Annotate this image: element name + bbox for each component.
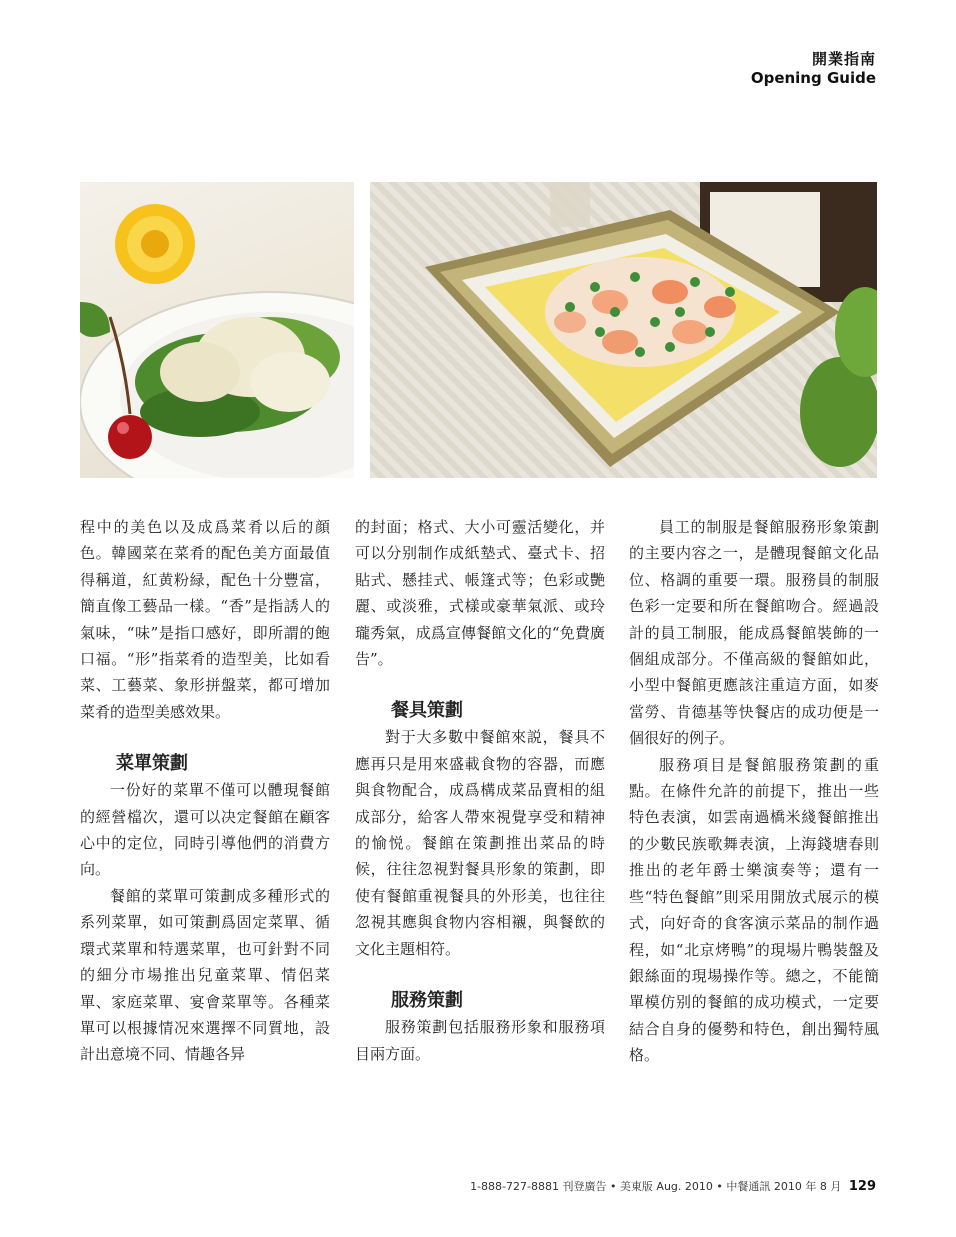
salad-photo (80, 182, 354, 478)
cherry (108, 415, 152, 459)
paragraph: 一份好的菜單不僅可以體現餐館的經營檔次，還可以决定餐館在顧客心中的定位，同時引導他們的消費方向。 (80, 781, 330, 879)
paragraph: 對于大多數中餐館來説，餐具不應再只是用來盛載食物的容器，而應與食物配合，成爲構成菜品賣相的組成部分，給客人帶來視覺享受和精神的愉悦。餐館在策劃推出菜品的時候，往往忽視對餐具形象的策劃，即使有餐館重視餐具的外形美，也往往忽視其應與食物内容相襯，與餐飲的文化主題相符。 (355, 728, 605, 958)
heading-tableware-planning: 餐具策劃 (391, 700, 463, 722)
paragraph: 服務項目是餐館服務策劃的重點。在條件允許的前提下，推出一些特色表演，如雲南過橋米綫餐館推出的少數民族歌舞表演，上海錢塘春則推出的老年爵士樂演奏等；還有一些“特色餐館”則采用開放式展示的模式，向好奇的食客演示菜品的制作過程，如“北京烤鴨”的現場片鴨裝盤及銀絲面的現場操作等。總之，不能簡單模仿别的餐館的成功模式，一定要結合自身的優勢和特色，創出獨特風格。 (629, 755, 879, 1065)
article-column-2 (355, 514, 605, 1067)
shrimp-dish-photo (370, 182, 877, 478)
leaf (80, 302, 110, 337)
paragraph: 的封面；格式、大小可靈活變化，并可以分别制作成紙墊式、臺式卡、招貼式、懸挂式、帳篷式等；色彩或艷麗、或淡雅，式樣或豪華氣派、或玲瓏秀氣，成爲宣傳餐館文化的“免費廣告”。 (355, 518, 605, 669)
section-title-en: Opening Guide (750, 69, 876, 87)
heading-service-planning: 服務策劃 (391, 990, 463, 1012)
page-footer (470, 1178, 876, 1194)
paragraph: 員工的制服是餐館服務形象策劃的主要内容之一，是體現餐館文化品位、格調的重要一環。服務員的制服色彩一定要和所在餐館吻合。經過設計的員工制服，能成爲餐館裝飾的一個組成部分。不僅高級的餐館如此，小型中餐館更應該注重這方面，如麥當勞、肯德基等快餐店的成功便是一個很好的例子。 (629, 518, 879, 748)
paragraph: 服務策劃包括服務形象和服務項目兩方面。 (355, 1018, 605, 1063)
section-title-zh: 開業指南 (811, 50, 876, 68)
article-column-3 (629, 514, 879, 1069)
article-column-1 (80, 514, 330, 1068)
paragraph: 程中的美色以及成爲菜肴以后的顔色。韓國菜在菜肴的配色美方面最值得稱道，紅黄粉緑，配色十分豐富，簡直像工藝品一樣。“香”是指誘人的氣味，“味”是指口感好，即所謂的飽口福。“形”指菜肴的造型美，比如看菜、工藝菜、象形拼盤菜，都可增加菜肴的造型美感效果。 (80, 518, 330, 721)
chrysanthemum-flower (115, 204, 195, 284)
page-number: 129 (848, 1179, 876, 1194)
heading-menu-planning: 菜單策劃 (116, 753, 188, 775)
page-header (751, 50, 876, 88)
paragraph: 餐館的菜單可策劃成多種形式的系列菜單，如可策劃爲固定菜單、循環式菜單和特選菜單，也可針對不同的細分市場推出兒童菜單、情侶菜單、家庭菜單、宴會菜單等。各種菜單可以根據情况來選擇不同質地，設計出意境不同、情趣各异 (80, 886, 330, 1064)
shrimp-illustration (370, 182, 877, 478)
footer-info: 1-888-727-8881 刊登廣告 • 美東版 Aug. 2010 • 中餐通訊 2010 年 8 月 (470, 1180, 842, 1193)
salad-illustration (80, 182, 354, 478)
